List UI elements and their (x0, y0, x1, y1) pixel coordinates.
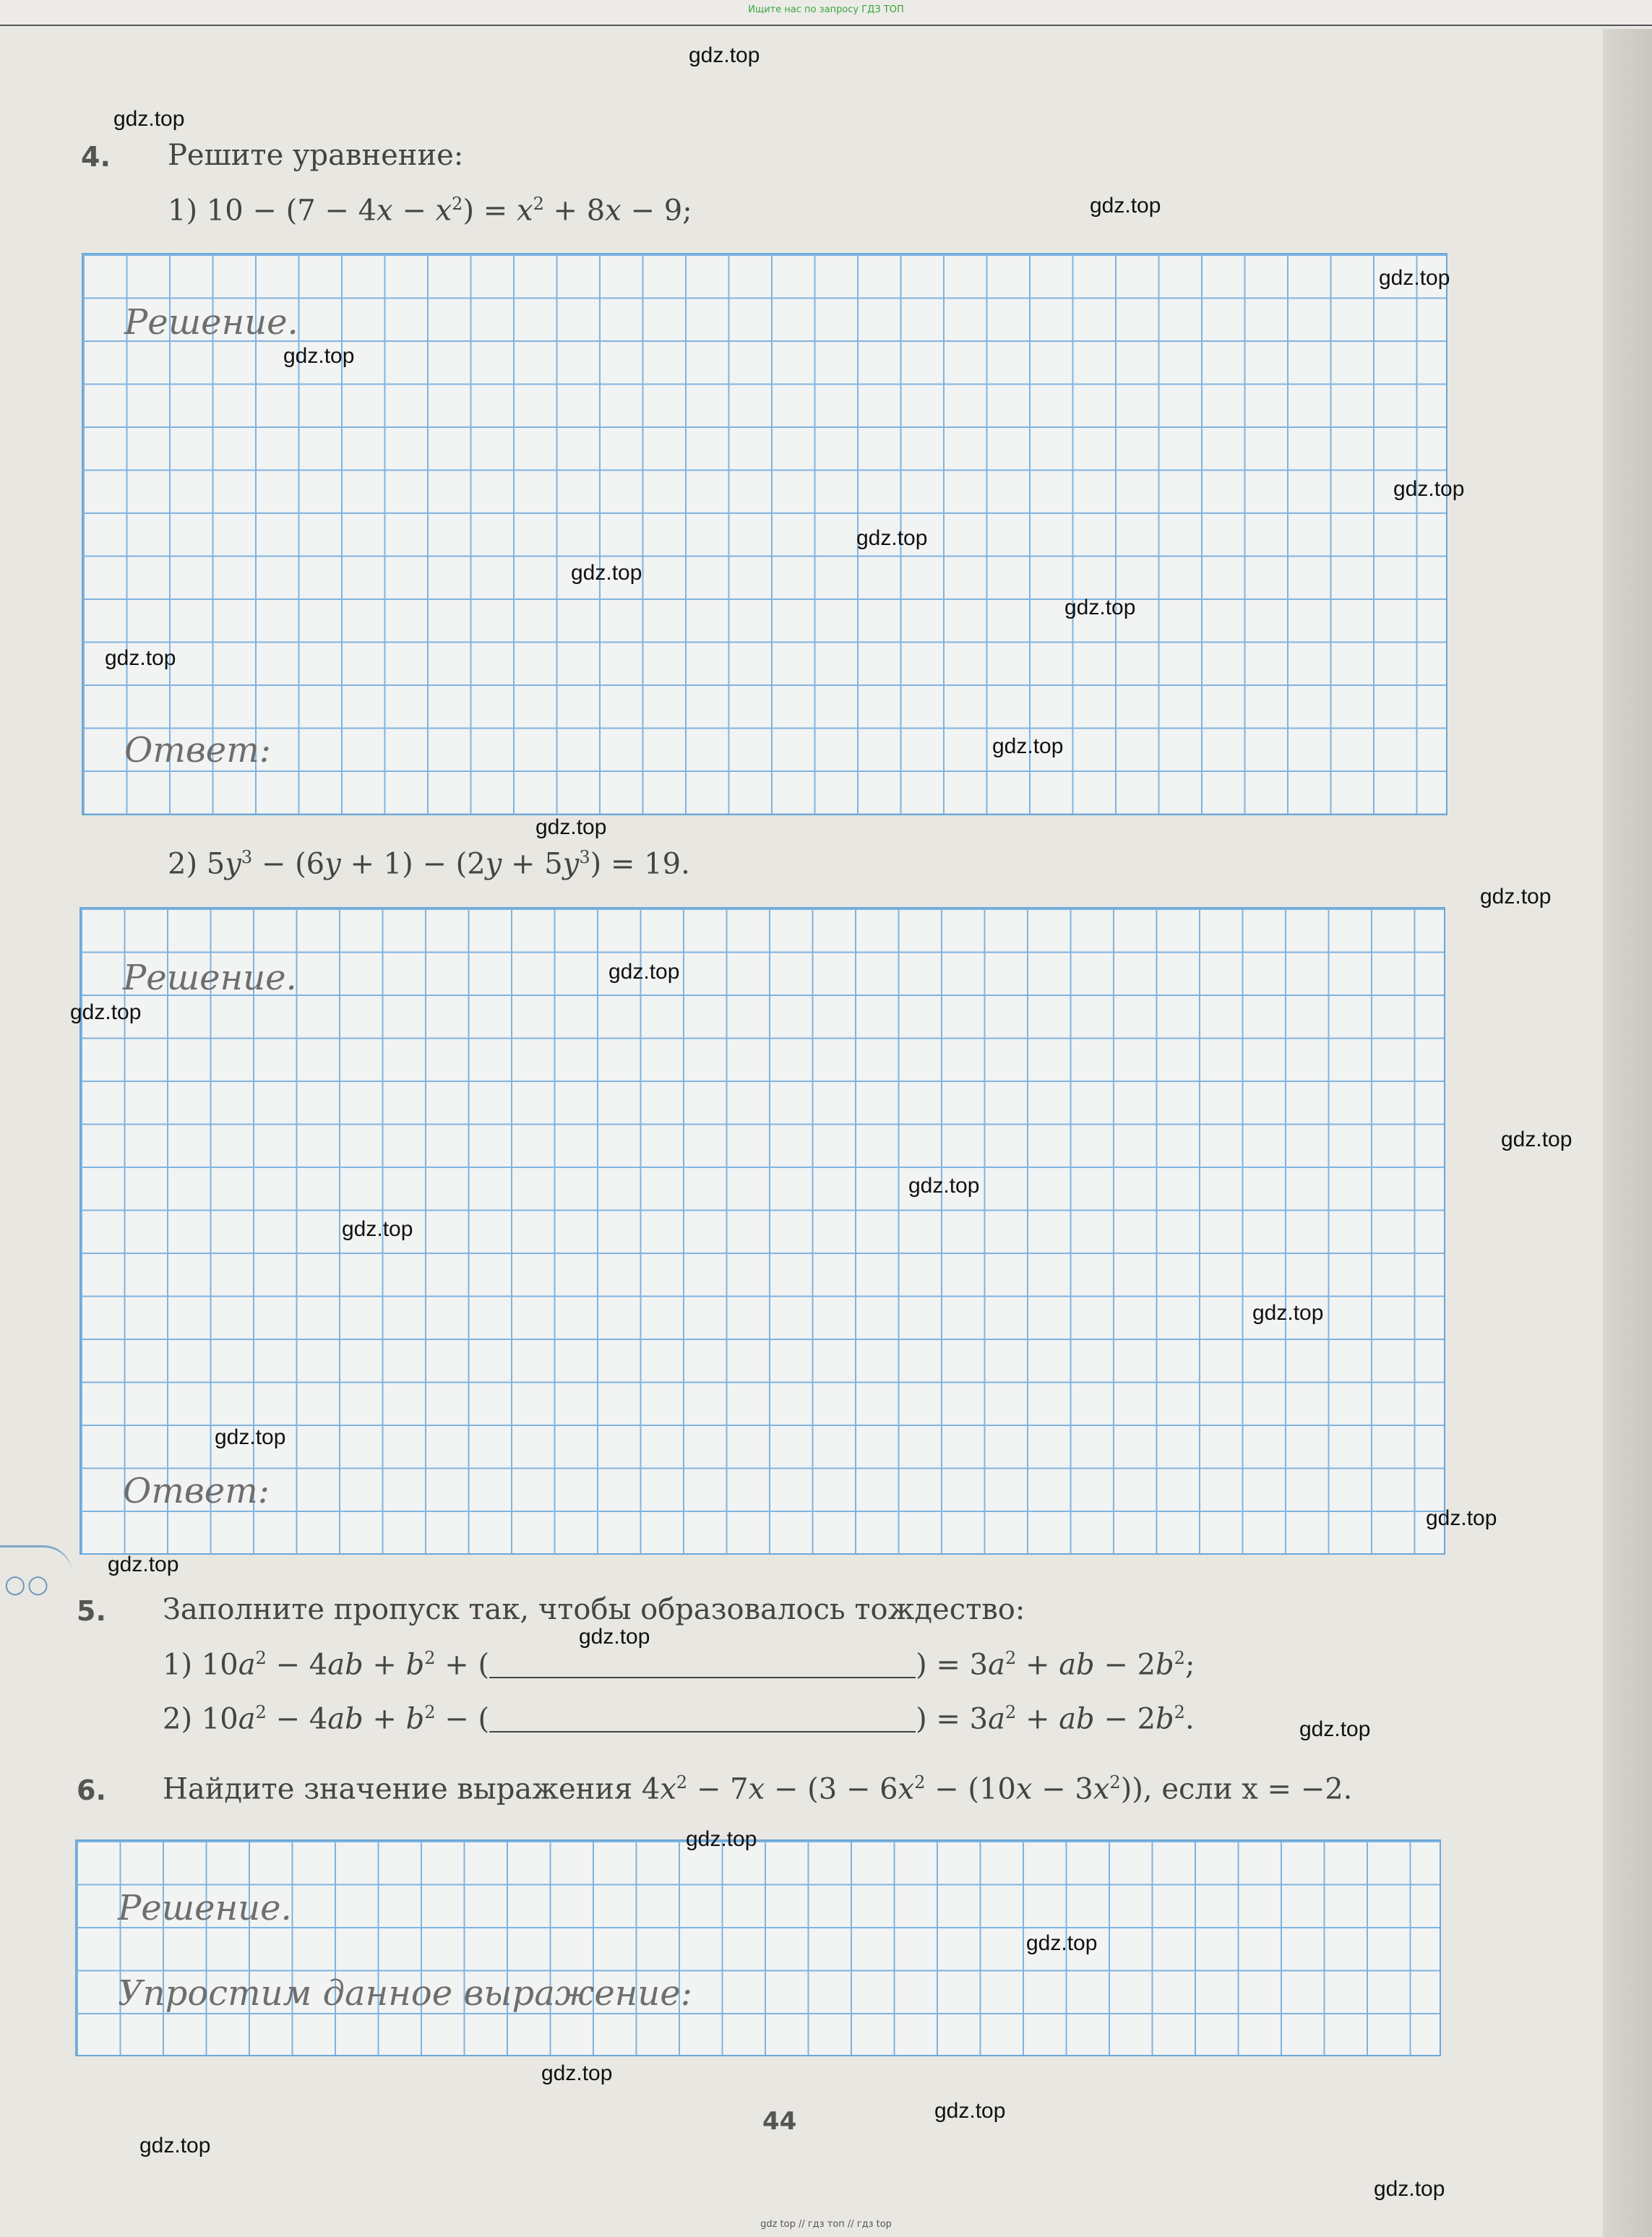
watermark: gdz.top (108, 1553, 179, 1576)
blank-field-1[interactable] (489, 1651, 916, 1678)
eq1-label: 1) (168, 194, 198, 228)
solution-label-4-1: Решение. (124, 302, 298, 343)
task4-equation-2: 2) $5y^3 - (6y + 1) - (2y + 5y^3) = 19$. (168, 847, 690, 881)
answer-grid-6[interactable] (75, 1839, 1441, 2056)
task6-number: 6. (77, 1774, 106, 1806)
watermark: gdz.top (571, 561, 642, 585)
watermark: gdz.top (1393, 477, 1465, 501)
answer-grid-4-2[interactable] (79, 907, 1445, 1555)
solution-label-6: Решение. (118, 1888, 292, 1928)
item2-label: 2) (163, 1702, 193, 1736)
watermark: gdz.top (1064, 596, 1136, 619)
watermark: gdz.top (1299, 1717, 1371, 1741)
watermark: gdz.top (535, 815, 607, 839)
watermark: gdz.top (856, 526, 928, 550)
watermark: gdz.top (342, 1217, 413, 1241)
watermark: gdz.top (1426, 1506, 1497, 1530)
watermark: gdz.top (283, 344, 355, 368)
item1-label: 1) (163, 1648, 193, 1682)
watermark: gdz.top (608, 960, 680, 984)
watermark: gdz.top (1379, 266, 1450, 290)
watermark: gdz.top (139, 2134, 211, 2157)
watermark: gdz.top (934, 2099, 1006, 2123)
blank-field-2[interactable] (489, 1705, 916, 1733)
watermark: gdz.top (70, 1000, 142, 1024)
simplify-label-6: Упростим данное выражение: (118, 1973, 692, 2014)
task6-condition: если x = −2. (1161, 1772, 1353, 1806)
solution-label-4-2: Решение. (123, 958, 297, 998)
watermark: gdz.top (908, 1174, 980, 1198)
watermark: gdz.top (1090, 194, 1161, 218)
watermark: gdz.top (686, 1827, 757, 1851)
task6-text: Найдите значение выражения (163, 1772, 633, 1806)
task5-text: Заполните пропуск так, чтобы образовалось тождество: (163, 1593, 1025, 1626)
watermark: gdz.top (1480, 885, 1552, 909)
watermark: gdz.top (1501, 1128, 1573, 1151)
watermark: gdz.top (105, 646, 176, 670)
answer-label-4-1: Ответ: (124, 730, 271, 770)
header-note: Ищите нас по запросу ГДЗ ТОП (748, 4, 904, 15)
margin-circles-icon: ○○ (4, 1570, 51, 1599)
watermark: gdz.top (215, 1425, 286, 1449)
watermark: gdz.top (992, 734, 1064, 758)
watermark: gdz.top (689, 43, 760, 67)
page-number: 44 (762, 2107, 797, 2136)
watermark: gdz.top (1374, 2177, 1445, 2201)
task4-number: 4. (81, 141, 111, 173)
task4-equation-1: 1) $10 - (7 - 4x - x^2) = x^2 + 8x - 9$; (168, 194, 692, 228)
watermark: gdz.top (579, 1625, 650, 1649)
watermark: gdz.top (1026, 1931, 1098, 1955)
eq2-label: 2) (168, 847, 198, 881)
task4-text: Решите уравнение: (168, 139, 464, 172)
footer-note: gdz top // гдз топ // гдз top (760, 2219, 892, 2230)
task6-statement: Найдите значение выражения $4x^2 - 7x - (3 - 6x^2 - (10x - 3x^2))$, если x = −2. (163, 1772, 1353, 1806)
task5-item-1: 1) $10a^2 - 4ab + b^2$ + ( ) = $3a^2$ + ab − $2b^2$; (163, 1648, 1195, 1682)
watermark: gdz.top (1252, 1301, 1324, 1325)
page-edge (1603, 29, 1652, 2237)
answer-label-4-2: Ответ: (123, 1471, 270, 1511)
task5-number: 5. (77, 1595, 106, 1627)
watermark: gdz.top (541, 2061, 613, 2085)
watermark: gdz.top (113, 107, 185, 131)
task5-item-2: 2) $10a^2 - 4ab + b^2$ − ( ) = $3a^2$ + ab − $2b^2$. (163, 1702, 1195, 1736)
